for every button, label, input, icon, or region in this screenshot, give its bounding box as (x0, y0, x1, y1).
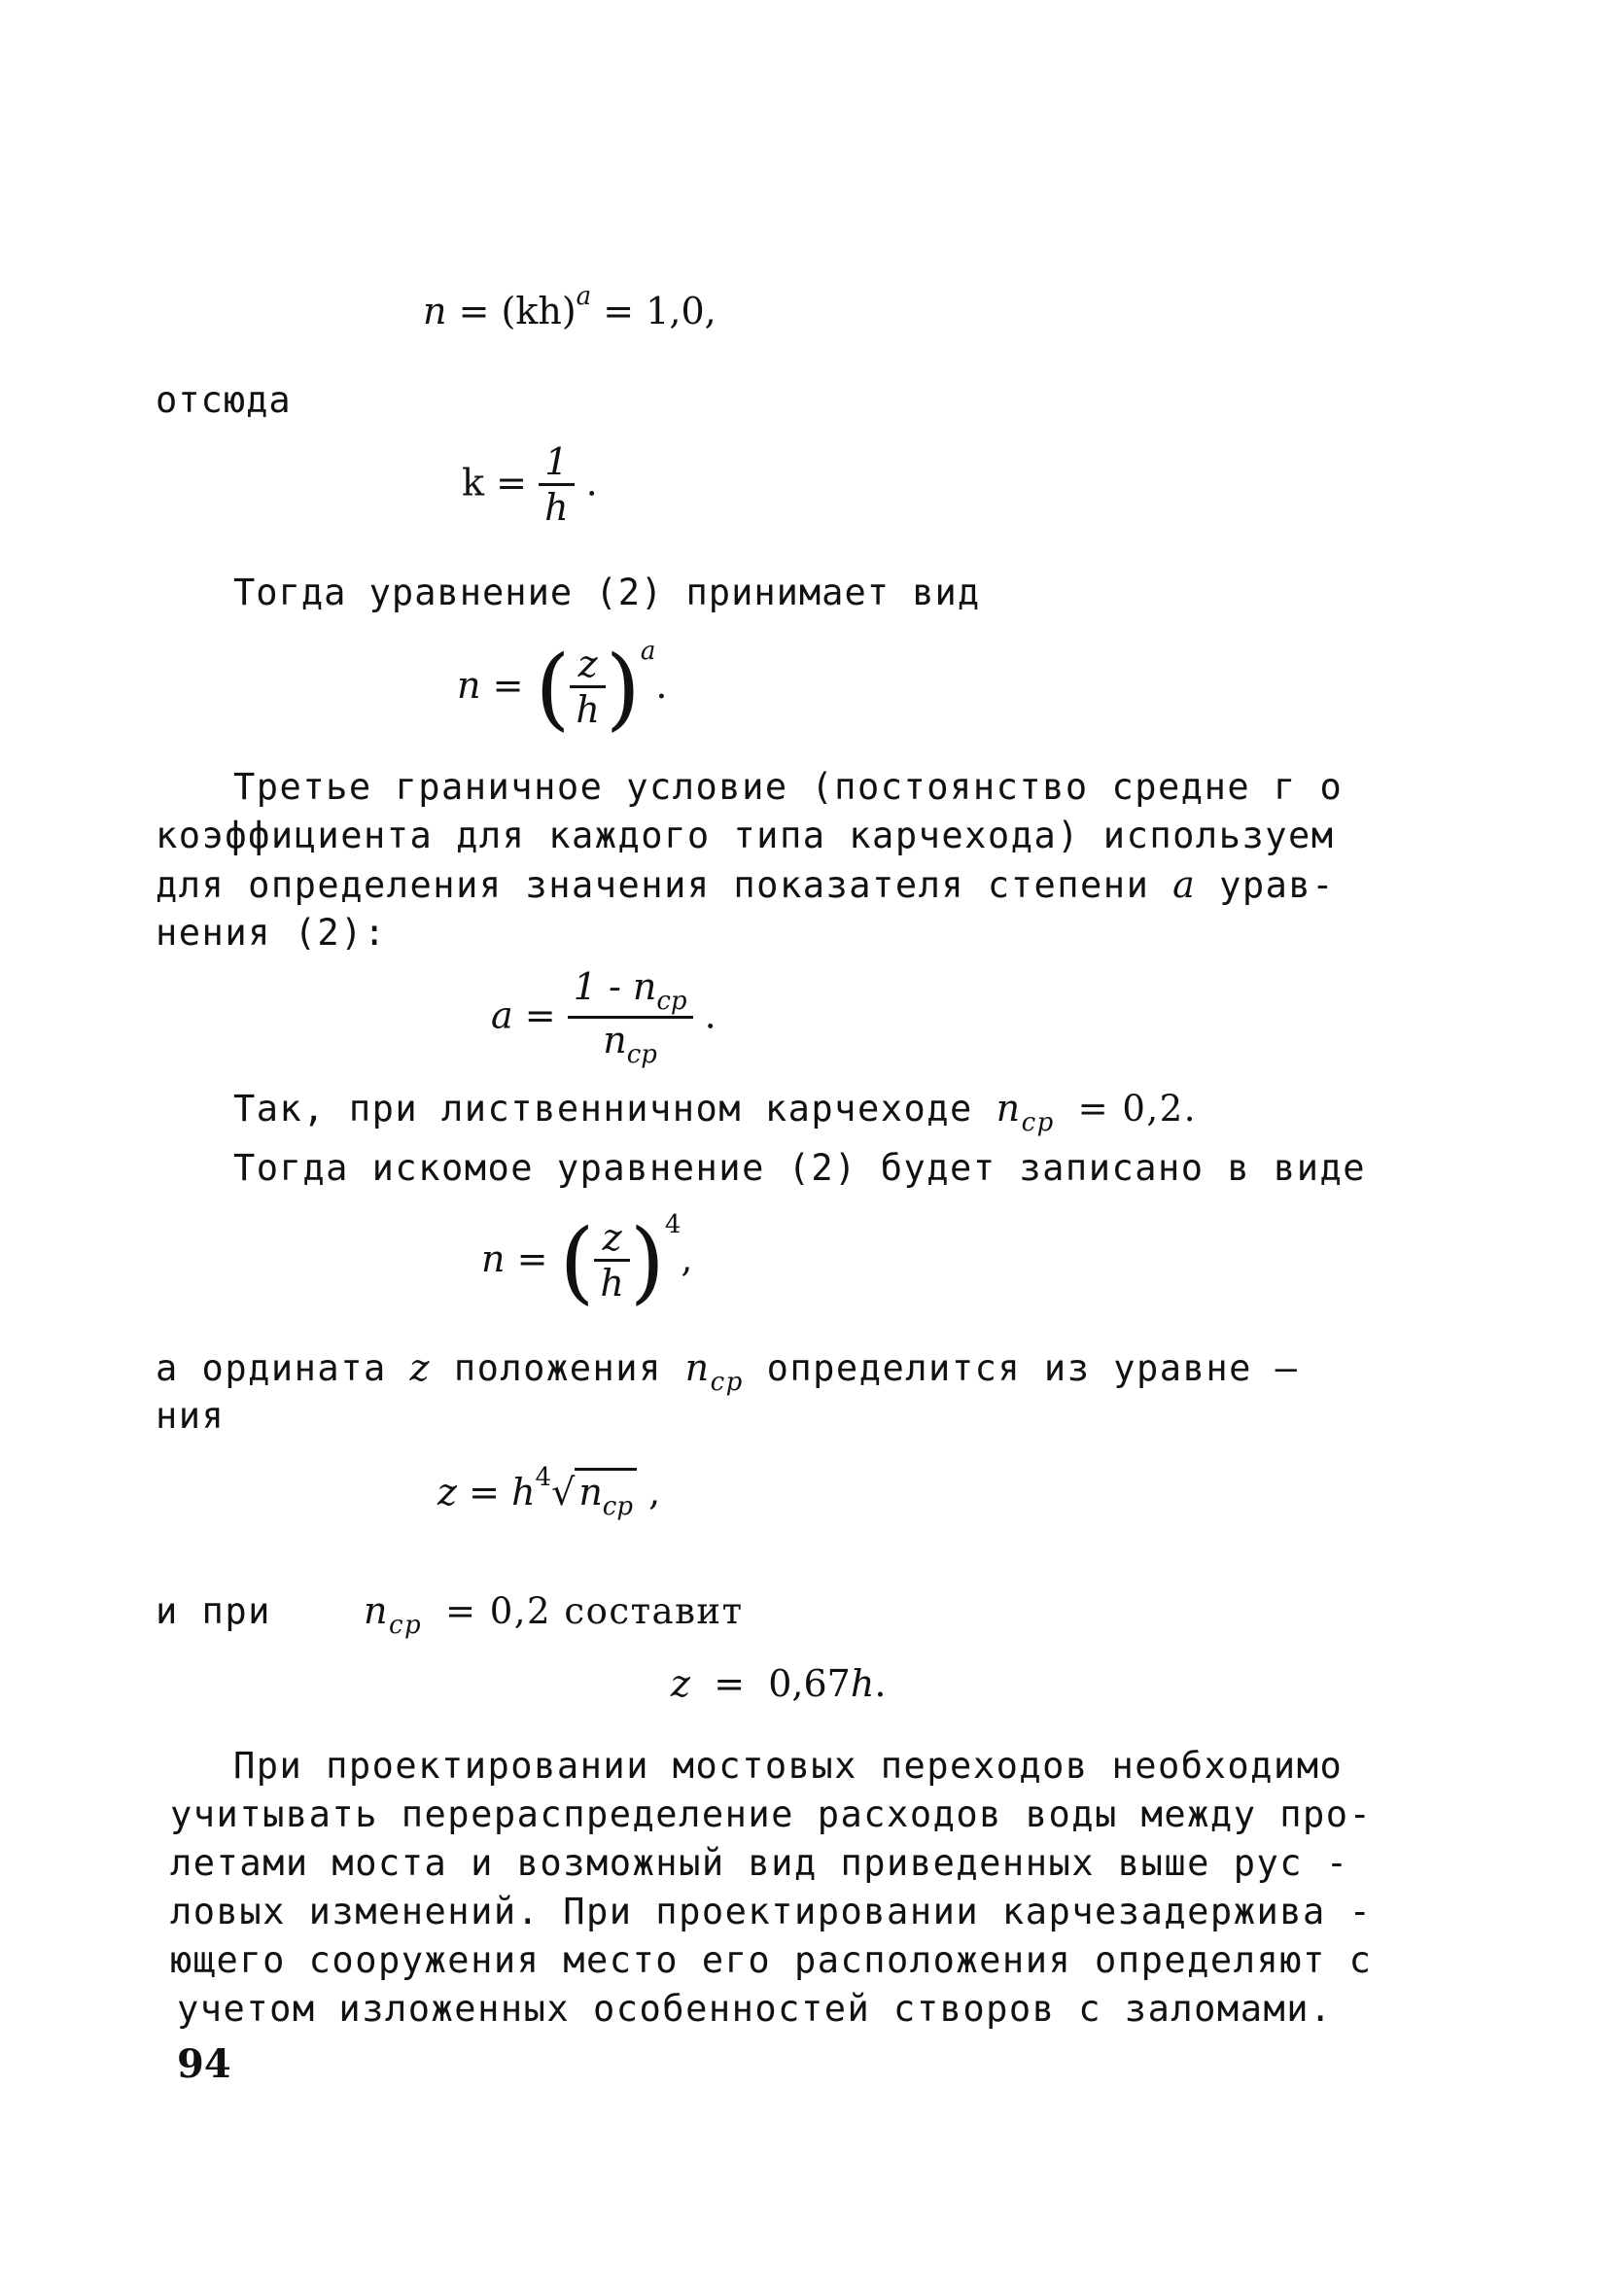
eq5-end: , (681, 1237, 693, 1280)
eq1-kh: (kh) (501, 290, 577, 332)
line-pri-a: и при (156, 1590, 271, 1632)
equation-a (491, 967, 717, 1070)
eq3-end: . (655, 664, 668, 707)
eq2-end: . (585, 461, 598, 504)
eq3-den: h (576, 688, 600, 732)
eq5-rparen: ) (629, 1209, 665, 1314)
eq2-den: h (544, 485, 569, 529)
para-third-line-4: нения (2): (156, 912, 387, 954)
eq7-end: . (874, 1662, 887, 1705)
eq6-h: h (511, 1471, 536, 1513)
eq1-value: = 1,0, (603, 290, 717, 332)
para-ordinate-var-n (684, 1346, 744, 1397)
para-final-line-5: ющего сооружения место его расположения определяют с (170, 1939, 1373, 1981)
para-third-var-a: a (1172, 863, 1197, 906)
line-pri (156, 1589, 744, 1640)
para-third-line-3 (156, 863, 1335, 906)
para-third-line-1: Третье граничное условие (постоянство средне г о (233, 766, 1344, 808)
line-tak (233, 1087, 1197, 1137)
eq7-h: h (850, 1662, 875, 1705)
para-final-line-3: летами моста и возможный вид приведенных выше рус - (170, 1842, 1349, 1884)
eq4-den-text: n (603, 1018, 627, 1061)
eq7-eq: = (714, 1662, 746, 1705)
line-pri-n: n (364, 1589, 389, 1632)
equation-n-z-h-a (457, 636, 668, 741)
line-togda-2: Тогда искомое уравнение (2) будет записано в виде (233, 1147, 1367, 1189)
line-pri-b: = 0,2 составит (444, 1590, 744, 1632)
para-ordinate-n: n (684, 1346, 711, 1389)
eq4-eq: = (524, 993, 556, 1037)
line-tak-sub: ср (1021, 1108, 1055, 1137)
eq6-eq: = (469, 1471, 500, 1513)
para-ordinate-l1c: определится из уравне – (766, 1347, 1299, 1389)
para-final-line-6: учетом изложенных особенностей створов с заломами. (177, 1988, 1333, 2030)
eq5-fraction (594, 1218, 629, 1305)
equation-z-root (437, 1463, 660, 1521)
line-pri-var (364, 1589, 423, 1640)
eq3-rparen: ) (605, 636, 641, 741)
eq5-num: z (594, 1218, 629, 1262)
para-ordinate-var-z: z (409, 1346, 432, 1389)
line-tak-var (996, 1087, 1055, 1137)
eq6-radicand-n: n (578, 1471, 603, 1513)
eq3-fraction (570, 644, 605, 732)
para-ordinate-line-2: ния (156, 1395, 226, 1437)
eq5-lhs: n (481, 1237, 506, 1280)
eq1-lhs: n (423, 290, 447, 332)
eq2-num: 1 (539, 442, 574, 486)
page-number: 94 (177, 2041, 231, 2087)
eq4-num (568, 967, 693, 1019)
para-ordinate-l1a: а ордината (156, 1347, 387, 1389)
equation-z-value (671, 1662, 886, 1705)
eq5-den: h (600, 1262, 624, 1305)
eq2-eq: = (496, 461, 527, 504)
eq5-lparen: ( (559, 1209, 595, 1314)
line-tak-value: = 0,2. (1077, 1088, 1197, 1130)
eq5-eq: = (516, 1237, 548, 1280)
eq6-radicand-sub: ср (602, 1492, 634, 1521)
para-final-line-2: учитывать перераспределение расходов воды между про- (170, 1793, 1373, 1835)
para-final-line-4: ловых изменений. При проектировании карчезадержива - (170, 1891, 1373, 1932)
eq4-num-text: 1 - n (573, 965, 657, 1008)
line-tak-var-n: n (996, 1087, 1022, 1130)
para-ordinate-l1b: положения (453, 1347, 662, 1389)
eq6-radical-sign: √ (551, 1471, 576, 1513)
eq7-lhs: z (671, 1662, 691, 1705)
equation-n-kh (423, 282, 717, 332)
para-third-l3a: для определения значения показателя степени (156, 864, 1150, 906)
line-tak-text: Так, при лиственничном карчеходе (233, 1088, 973, 1130)
word-otsyuda: отсюда (156, 379, 292, 421)
eq7-value: 0,67 (768, 1662, 851, 1705)
para-ordinate-line-1 (156, 1346, 1298, 1397)
eq6-end: , (648, 1471, 661, 1513)
eq3-exp: a (640, 637, 656, 666)
eq2-lhs: k (462, 461, 485, 504)
eq4-lhs: a (491, 993, 513, 1037)
eq5-exp: 4 (664, 1210, 682, 1239)
eq3-eq: = (492, 664, 524, 707)
line-pri-sub: ср (388, 1611, 423, 1640)
equation-n-z-h-4 (481, 1209, 693, 1314)
eq6-radicand (575, 1468, 637, 1521)
eq4-den (568, 1019, 693, 1070)
eq6-lhs: z (437, 1471, 458, 1513)
eq1-exp: a (576, 282, 592, 311)
eq3-lparen: ( (535, 636, 571, 741)
eq4-end: . (704, 993, 717, 1037)
eq4-den-sub: ср (626, 1039, 657, 1069)
eq2-fraction (539, 442, 574, 530)
line-togda-1: Тогда уравнение (2) принимает вид (233, 572, 981, 613)
eq3-lhs: n (457, 664, 481, 707)
para-third-line-2: коэффициента для каждого типа карчехода) используем (156, 815, 1335, 856)
eq6-root-index: 4 (535, 1463, 552, 1492)
eq4-num-sub: ср (656, 987, 687, 1016)
para-final-line-1: При проектировании мостовых переходов необходимо (233, 1745, 1344, 1787)
para-third-l3b: урав- (1219, 864, 1335, 906)
eq3-num: z (570, 644, 605, 688)
equation-k (462, 442, 598, 530)
para-ordinate-sub: ср (710, 1368, 744, 1397)
eq4-fraction (568, 967, 693, 1070)
eq1-eq: = (458, 290, 490, 332)
